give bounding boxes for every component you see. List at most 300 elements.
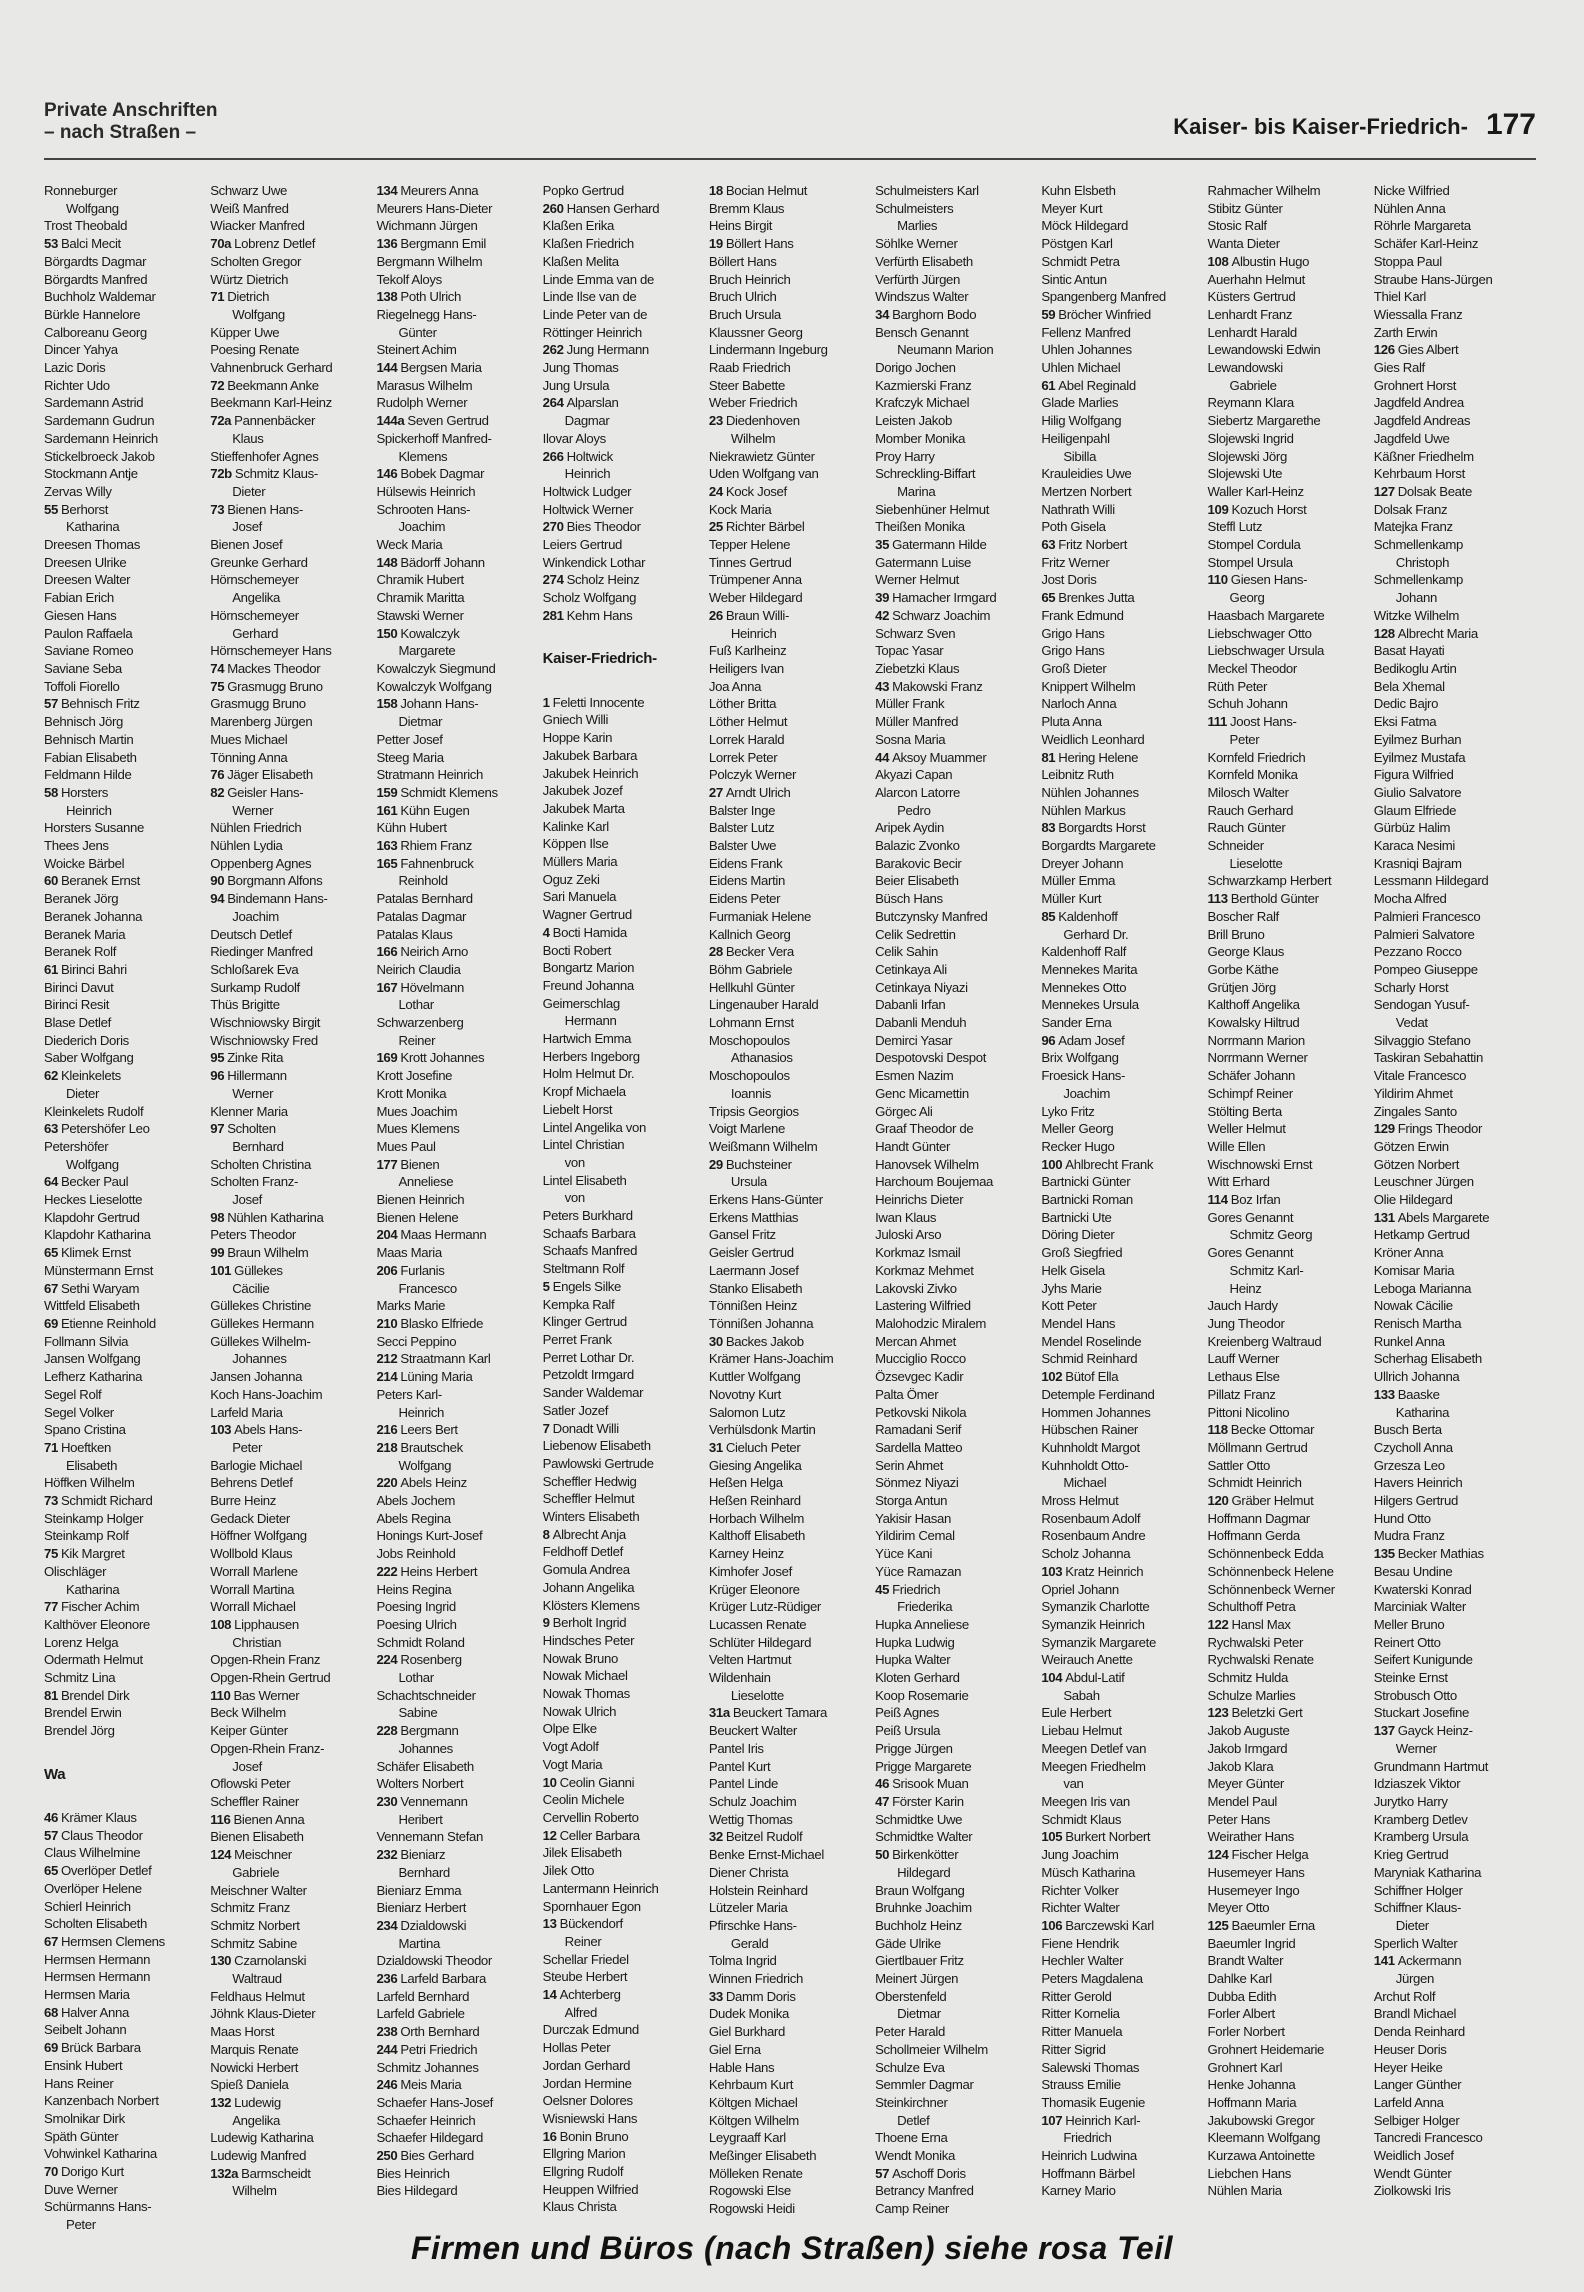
house-number: 244: [376, 2041, 398, 2057]
directory-column: [1041, 182, 1203, 2234]
resident-entry: Stanko Elisabeth: [708, 1280, 803, 1296]
resident-entry: [44, 1315, 206, 1333]
entry-continuation: Hermann: [564, 1013, 617, 1029]
house-number: 94: [210, 891, 225, 907]
house-number: 43: [875, 678, 890, 694]
resident-entry: Schmidt Klaus: [1041, 1811, 1122, 1827]
resident-entry: Pittoni Nicolino: [1207, 1404, 1290, 1420]
resident-entry: [210, 2094, 372, 2112]
resident-entry: [376, 1226, 538, 1244]
resident-name: Hamacher Irmgard: [892, 590, 997, 606]
resident-entry: Gomula Andrea: [542, 1562, 630, 1578]
resident-name: Förster Karin: [892, 1793, 964, 1809]
resident-entry: Kramberg Ursula: [1373, 1829, 1469, 1845]
house-number: 120: [1207, 1493, 1229, 1509]
house-number: 69: [44, 1316, 58, 1331]
resident-entry: [709, 483, 871, 501]
resident-entry: Liebschwager Otto: [1207, 625, 1312, 641]
resident-entry: Höffner Wolfgang: [210, 1528, 307, 1544]
resident-entry: Saber Wolfgang: [44, 1050, 134, 1066]
resident-entry: Bartnicki Günter: [1041, 1174, 1131, 1190]
resident-entry: Nowak Ulrich: [542, 1703, 617, 1719]
resident-entry: Wisniewski Hans: [542, 2110, 638, 2126]
resident-entry: Klaßen Erika: [542, 218, 614, 234]
resident-name: Scholten: [227, 1121, 276, 1137]
resident-name: Beitzel Rudolf: [725, 1829, 803, 1845]
resident-entry: Scholten Franz-: [210, 1174, 299, 1190]
resident-entry: Schiffner Holger: [1373, 1882, 1463, 1898]
resident-entry: Deutsch Detlef: [210, 926, 292, 942]
resident-entry: [44, 1492, 206, 1510]
resident-name: Etienne Reinhold: [60, 1316, 156, 1331]
resident-entry: Opgen-Rhein Franz: [210, 1652, 321, 1668]
resident-entry: [44, 961, 206, 979]
resident-entry: Kleemann Wolfgang: [1207, 2130, 1321, 2146]
house-number: 14: [542, 1987, 557, 2003]
resident-entry: Keiper Günter: [210, 1723, 288, 1739]
entry-continuation: Wolfgang: [398, 1457, 452, 1473]
house-number: 70a: [210, 236, 232, 252]
resident-name: Neirich Arno: [400, 944, 469, 960]
resident-entry: Henke Johanna: [1207, 2077, 1296, 2093]
entry-continuation: Gabriele: [1229, 377, 1277, 393]
resident-entry: [875, 1581, 1037, 1599]
resident-name: Schwarz Joachim: [892, 607, 991, 623]
resident-entry: Dabanli Irfan: [875, 997, 946, 1013]
resident-entry: Salomon Lutz: [708, 1404, 786, 1420]
house-number: 105: [1041, 1829, 1063, 1845]
house-number: 133: [1373, 1386, 1395, 1402]
house-number: 65: [44, 1863, 58, 1879]
resident-entry: Scholten Gregor: [210, 253, 301, 269]
house-number: 28: [708, 944, 723, 960]
resident-entry: Brendel Erwin: [44, 1705, 122, 1721]
resident-entry: Karney Heinz: [708, 1546, 784, 1562]
resident-entry: [210, 1244, 372, 1262]
resident-entry: [44, 1687, 206, 1705]
house-number: 230: [376, 1793, 398, 1809]
resident-entry: Dreesen Ulrike: [44, 554, 127, 570]
house-number: 72: [210, 377, 225, 393]
house-number: 214: [376, 1369, 398, 1385]
resident-entry: Liebchen Hans: [1207, 2165, 1291, 2181]
house-number: 222: [376, 1563, 398, 1579]
directory-column: [543, 182, 705, 2234]
resident-entry: Peter Hans: [1207, 1811, 1271, 1827]
resident-entry: Reinert Otto: [1373, 1634, 1441, 1650]
resident-entry: [44, 1120, 206, 1138]
resident-entry: Fabian Elisabeth: [44, 749, 137, 765]
resident-entry: Meegen Friedhelm: [1041, 1758, 1146, 1774]
resident-entry: Ludewig Katharina: [210, 2130, 314, 2146]
resident-entry: Ilovar Aloys: [542, 430, 606, 446]
resident-entry: Schwarz Uwe: [210, 183, 287, 198]
entry-continuation: Lothar: [398, 1670, 434, 1686]
resident-entry: Korkmaz Ismail: [875, 1245, 961, 1261]
entry-continuation: Heinrich: [730, 625, 777, 641]
resident-entry: Waller Karl-Heinz: [1207, 483, 1304, 499]
resident-entry: Haasbach Margarete: [1207, 607, 1325, 623]
resident-entry: Betrancy Manfred: [875, 2183, 974, 2199]
resident-name: Fischer Helga: [1231, 1847, 1309, 1863]
resident-entry: Johann Angelika: [542, 1579, 635, 1595]
resident-entry: Siebertz Margarethe: [1207, 413, 1321, 429]
house-number: 4: [542, 924, 550, 940]
resident-entry: Sardemann Heinrich: [44, 430, 158, 446]
resident-entry: [875, 1846, 1037, 1864]
resident-entry: Lintel Christian: [542, 1137, 625, 1153]
resident-entry: Schmitz Hulda: [1207, 1670, 1289, 1686]
resident-entry: Kallnich Georg: [708, 926, 791, 942]
resident-entry: Straube Hans-Jürgen: [1373, 271, 1493, 287]
resident-name: Joost Hans-: [1230, 714, 1297, 730]
resident-entry: Müsch Katharina: [1041, 1864, 1136, 1880]
resident-entry: Lethaus Else: [1207, 1369, 1280, 1385]
resident-entry: Wichmann Jürgen: [376, 218, 478, 234]
resident-entry: Götzen Norbert: [1373, 1156, 1460, 1172]
resident-entry: Scheffler Hedwig: [542, 1473, 637, 1489]
resident-entry: Schulmeisters Karl: [875, 183, 979, 198]
resident-entry: Holm Helmut Dr.: [542, 1066, 635, 1082]
resident-name: Engels Silke: [552, 1278, 622, 1294]
resident-entry: [44, 501, 206, 519]
resident-entry: Kock Maria: [708, 501, 772, 517]
resident-entry: Schollmeier Wilhelm: [875, 2041, 988, 2057]
resident-entry: Nicke Wilfried: [1373, 183, 1450, 198]
resident-entry: Segel Rolf: [44, 1386, 102, 1402]
resident-entry: Nowak Cäcilie: [1373, 1298, 1453, 1314]
resident-entry: [44, 872, 206, 890]
resident-entry: Gatermann Luise: [875, 554, 972, 570]
resident-entry: Müller Manfred: [875, 714, 959, 730]
resident-entry: [709, 607, 871, 625]
resident-entry: [210, 377, 372, 395]
entry-continuation: Peter: [1229, 731, 1260, 747]
resident-name: Beranek Ernst: [60, 873, 140, 889]
resident-entry: Klösters Klemens: [542, 1597, 640, 1613]
resident-entry: [210, 1049, 372, 1067]
resident-entry: Späth Günter: [44, 2128, 119, 2144]
resident-entry: Küpper Uwe: [210, 324, 280, 340]
resident-entry: Hörnschemeyer: [210, 607, 299, 623]
resident-entry: Schaefer Hans-Josef: [376, 2094, 493, 2110]
house-number: 67: [44, 1933, 58, 1949]
house-number: 128: [1373, 625, 1395, 641]
resident-entry: Vahnenbruck Gerhard: [210, 360, 333, 376]
resident-entry: Husemeyer Ingo: [1207, 1882, 1300, 1898]
resident-entry: Feldhoff Detlef: [542, 1544, 623, 1560]
resident-entry: Vitale Francesco: [1373, 1068, 1467, 1084]
resident-entry: Borgardts Margarete: [1041, 838, 1156, 854]
entry-continuation: Werner: [232, 802, 274, 818]
resident-entry: Neirich Claudia: [376, 961, 461, 977]
resident-entry: [44, 2163, 206, 2181]
resident-entry: [709, 1156, 871, 1174]
resident-entry: Schmidtke Walter: [875, 1829, 973, 1845]
resident-entry: Ronneburger: [44, 183, 118, 198]
resident-entry: [543, 200, 705, 218]
resident-entry: Schrooten Hans-: [376, 501, 471, 517]
resident-entry: Sönmez Niyazi: [875, 1475, 959, 1491]
resident-entry: Symanzik Margarete: [1041, 1634, 1156, 1650]
house-number: 260: [542, 200, 564, 216]
resident-entry: [1041, 1156, 1203, 1174]
resident-entry: Röhrle Margareta: [1373, 218, 1471, 234]
resident-entry: Lingenauber Harald: [708, 997, 819, 1013]
resident-name: Friedrich: [892, 1581, 941, 1597]
resident-entry: Kowalczyk Siegmund: [376, 660, 496, 676]
house-number: 72a: [210, 413, 232, 429]
resident-entry: [1374, 1952, 1536, 1970]
resident-entry: Lastering Wilfried: [875, 1298, 971, 1314]
resident-entry: Aripek Aydin: [875, 820, 944, 836]
resident-entry: Olischläger: [44, 1563, 107, 1579]
resident-entry: [376, 465, 538, 483]
resident-entry: Kaldenhoff Ralf: [1041, 944, 1127, 960]
resident-name: Brück Barbara: [60, 2040, 141, 2056]
resident-name: Bieniarz: [400, 1847, 446, 1863]
resident-entry: Esmen Nazim: [875, 1068, 954, 1084]
resident-entry: [376, 235, 538, 253]
resident-entry: [376, 1315, 538, 1333]
resident-entry: Geimerschlag: [542, 995, 620, 1011]
entry-continuation: Friederika: [897, 1599, 953, 1615]
resident-entry: Semmler Dagmar: [875, 2077, 974, 2093]
resident-name: Borgmann Alfons: [227, 873, 323, 889]
house-number: 25: [708, 519, 723, 535]
entry-continuation: Gerhard Dr.: [1063, 926, 1129, 942]
resident-entry: Stoppa Paul: [1373, 253, 1442, 269]
house-number: 165: [376, 855, 398, 871]
resident-entry: Surkamp Rudolf: [210, 979, 300, 995]
resident-entry: Scheffler Rainer: [210, 1793, 299, 1809]
resident-entry: Erkens Matthias: [708, 1209, 799, 1225]
resident-entry: Tripsis Georgios: [708, 1103, 799, 1119]
resident-entry: Eidens Martin: [708, 873, 785, 889]
resident-entry: Celik Sedrettin: [875, 926, 956, 942]
entry-continuation: Elisabeth: [66, 1457, 118, 1473]
resident-entry: Kuttler Wolfgang: [708, 1369, 801, 1385]
resident-entry: Thomasik Eugenie: [1041, 2094, 1145, 2110]
resident-name: Bienen Anna: [233, 1811, 305, 1827]
resident-entry: Schmid Reinhard: [1041, 1351, 1138, 1367]
resident-entry: [376, 979, 538, 997]
resident-entry: Kuhnholdt Otto-: [1041, 1457, 1129, 1473]
resident-entry: [1374, 1386, 1536, 1404]
house-number: 72b: [210, 466, 232, 482]
resident-entry: Krasniqi Bajram: [1373, 855, 1462, 871]
resident-entry: [376, 1156, 538, 1174]
resident-entry: Horsters Susanne: [44, 820, 144, 836]
resident-entry: Giel Burkhard: [708, 2024, 785, 2040]
house-number: 218: [376, 1439, 398, 1455]
resident-entry: Schaefer Hildegard: [376, 2130, 484, 2146]
resident-entry: Möck Hildegard: [1041, 218, 1129, 234]
house-number: 33: [708, 1988, 723, 2004]
resident-entry: Mendel Paul: [1207, 1793, 1278, 1809]
resident-entry: Poesing Ingrid: [376, 1599, 456, 1615]
resident-entry: Wittfeld Elisabeth: [44, 1298, 140, 1314]
resident-name: Horsters: [60, 784, 108, 800]
entry-continuation: Johannes: [232, 1351, 287, 1367]
resident-entry: Börgardts Dagmar: [44, 253, 147, 269]
resident-entry: Leibnitz Ruth: [1041, 767, 1114, 783]
resident-entry: Spangenberg Manfred: [1041, 289, 1166, 305]
resident-entry: Calboreanu Georg: [44, 324, 147, 340]
resident-name: Güllekes: [234, 1262, 283, 1278]
resident-entry: [1041, 306, 1203, 324]
directory-column: [210, 182, 372, 2234]
resident-entry: Scheffler Helmut: [542, 1491, 635, 1507]
resident-entry: Schulmeisters: [875, 200, 954, 216]
resident-entry: Jakubek Barbara: [542, 747, 638, 763]
resident-entry: Jakubek Marta: [542, 800, 625, 816]
resident-name: Abel Reginald: [1058, 377, 1136, 393]
resident-entry: Güllekes Hermann: [210, 1316, 314, 1331]
resident-entry: Petzoldt Irmgard: [542, 1367, 634, 1383]
resident-entry: Steer Babette: [708, 377, 785, 393]
resident-entry: Kurzawa Antoinette: [1207, 2148, 1315, 2164]
resident-entry: Rahmacher Wilhelm: [1207, 183, 1321, 198]
house-number: 106: [1041, 1917, 1063, 1933]
resident-entry: Schäfer Karl-Heinz: [1373, 236, 1479, 252]
resident-name: Baaske: [1397, 1386, 1440, 1402]
resident-entry: Barakovic Becir: [875, 855, 962, 871]
house-number: 204: [376, 1227, 398, 1243]
resident-entry: Besau Undine: [1373, 1563, 1453, 1579]
resident-entry: Krafczyk Michael: [875, 395, 970, 411]
resident-name: Heinrich Karl-: [1065, 2112, 1141, 2128]
entry-continuation: Sibilla: [1063, 448, 1097, 464]
resident-entry: Olpe Elke: [542, 1721, 597, 1737]
resident-entry: [1041, 1828, 1203, 1846]
resident-entry: Opriel Johann: [1041, 1581, 1119, 1597]
resident-entry: Husemeyer Hans: [1207, 1864, 1305, 1880]
resident-entry: Tepper Helene: [708, 537, 791, 553]
resident-entry: Kanzenbach Norbert: [44, 2093, 159, 2109]
resident-entry: Schaefer Heinrich: [376, 2112, 476, 2128]
house-number: 111: [1207, 714, 1228, 730]
resident-entry: Stratmann Heinrich: [376, 767, 484, 783]
house-number: 141: [1373, 1953, 1395, 1969]
resident-name: Zinke Rita: [227, 1050, 284, 1066]
resident-entry: Iwan Klaus: [875, 1209, 937, 1225]
resident-entry: [44, 2039, 206, 2057]
resident-entry: Figura Wilfried: [1373, 767, 1454, 783]
resident-name: Berholt Ingrid: [552, 1615, 627, 1631]
resident-name: Bies Gerhard: [400, 2148, 474, 2164]
entry-continuation: Cäcilie: [232, 1280, 270, 1296]
resident-entry: Yüce Ramazan: [875, 1563, 962, 1579]
house-number: 12: [542, 1827, 557, 1843]
street-heading: Kaiser-Friedrich-: [542, 650, 657, 668]
resident-entry: Wischnowski Ernst: [1207, 1156, 1313, 1172]
resident-name: Ceolin Gianni: [559, 1774, 635, 1790]
resident-entry: Leiers Gertrud: [542, 537, 623, 553]
resident-entry: Steinke Ernst: [1373, 1670, 1448, 1686]
resident-entry: Prigge Margarete: [875, 1758, 972, 1774]
resident-entry: Löther Britta: [708, 696, 777, 712]
resident-entry: Palmieri Salvatore: [1373, 926, 1475, 942]
resident-entry: Balster Uwe: [708, 838, 777, 854]
resident-entry: Blase Detlef: [44, 1015, 111, 1031]
resident-entry: Steinkirchner: [875, 2094, 948, 2110]
resident-entry: Kimhofer Josef: [708, 1563, 792, 1579]
resident-name: Böllert Hans: [725, 236, 794, 252]
resident-entry: Glade Marlies: [1041, 395, 1119, 411]
resident-entry: Trümpener Anna: [708, 572, 802, 588]
resident-entry: Hoffmann Dagmar: [1207, 1510, 1310, 1526]
resident-entry: Lefherz Katharina: [44, 1369, 143, 1385]
resident-entry: Richter Volker: [1041, 1882, 1119, 1898]
spacer: [44, 1740, 206, 1758]
resident-entry: [376, 1970, 538, 1988]
resident-entry: [1041, 1368, 1203, 1386]
resident-entry: Mudra Franz: [1373, 1528, 1445, 1544]
resident-entry: [376, 1793, 538, 1811]
resident-entry: Ritter Manuela: [1041, 2024, 1123, 2040]
resident-entry: Wendt Günter: [1373, 2165, 1452, 2181]
resident-entry: Larfeld Bernhard: [376, 1988, 470, 2004]
resident-entry: Bienen Heinrich: [376, 1192, 465, 1208]
entry-continuation: Gabriele: [232, 1864, 280, 1880]
resident-entry: [376, 1474, 538, 1492]
resident-entry: Rogowski Else: [708, 2183, 791, 2199]
resident-entry: Kröner Anna: [1373, 1245, 1444, 1261]
resident-entry: Schreckling-Biffart: [875, 466, 976, 482]
resident-name: Berhorst: [60, 501, 109, 517]
resident-entry: Slojewski Ingrid: [1207, 430, 1294, 446]
resident-entry: [709, 1439, 871, 1457]
resident-entry: Camp Reiner: [875, 2201, 949, 2217]
resident-entry: Meurers Hans-Dieter: [376, 200, 493, 216]
resident-entry: Klaussner Georg: [708, 324, 803, 340]
resident-entry: Froesick Hans-: [1041, 1068, 1126, 1084]
resident-entry: Weber Friedrich: [708, 395, 798, 411]
resident-entry: [376, 837, 538, 855]
resident-entry: Secci Peppino: [376, 1333, 457, 1349]
resident-entry: Erkens Hans-Günter: [708, 1192, 823, 1208]
resident-entry: Jakubek Jozef: [542, 783, 623, 799]
resident-name: Bies Theodor: [566, 519, 641, 535]
resident-entry: Gorbe Käthe: [1207, 961, 1279, 977]
resident-entry: Cetinkaya Niyazi: [875, 979, 968, 995]
resident-entry: Lucassen Renate: [708, 1616, 807, 1632]
house-number: 159: [376, 784, 398, 800]
resident-entry: Bedikoglu Artin: [1373, 660, 1457, 676]
resident-entry: Brandt Walter: [1207, 1953, 1284, 1969]
resident-entry: Mertzen Norbert: [1041, 483, 1132, 499]
entry-continuation: Schmitz Georg: [1229, 1227, 1313, 1243]
resident-entry: Detemple Ferdinand: [1041, 1386, 1155, 1402]
house-number: 228: [376, 1723, 398, 1739]
resident-entry: Hellkuhl Günter: [708, 979, 795, 995]
house-number: 57: [875, 2165, 890, 2181]
resident-name: Becke Ottomar: [1230, 1422, 1315, 1438]
directory-column: [376, 182, 538, 2234]
house-number: 65: [1041, 590, 1056, 606]
resident-entry: Schmitz Sabine: [210, 1935, 297, 1951]
resident-name: Bindemann Hans-: [227, 891, 328, 907]
resident-entry: Idziaszek Viktor: [1373, 1776, 1461, 1792]
resident-entry: Saviane Romeo: [44, 643, 134, 659]
running-header: [1173, 108, 1536, 142]
resident-entry: Pantel Kurt: [708, 1758, 771, 1774]
house-number: 96: [210, 1068, 225, 1084]
resident-entry: Hartwich Emma: [542, 1031, 632, 1047]
resident-entry: Meyer Kurt: [1041, 200, 1103, 216]
resident-entry: Marciniak Walter: [1373, 1599, 1466, 1615]
